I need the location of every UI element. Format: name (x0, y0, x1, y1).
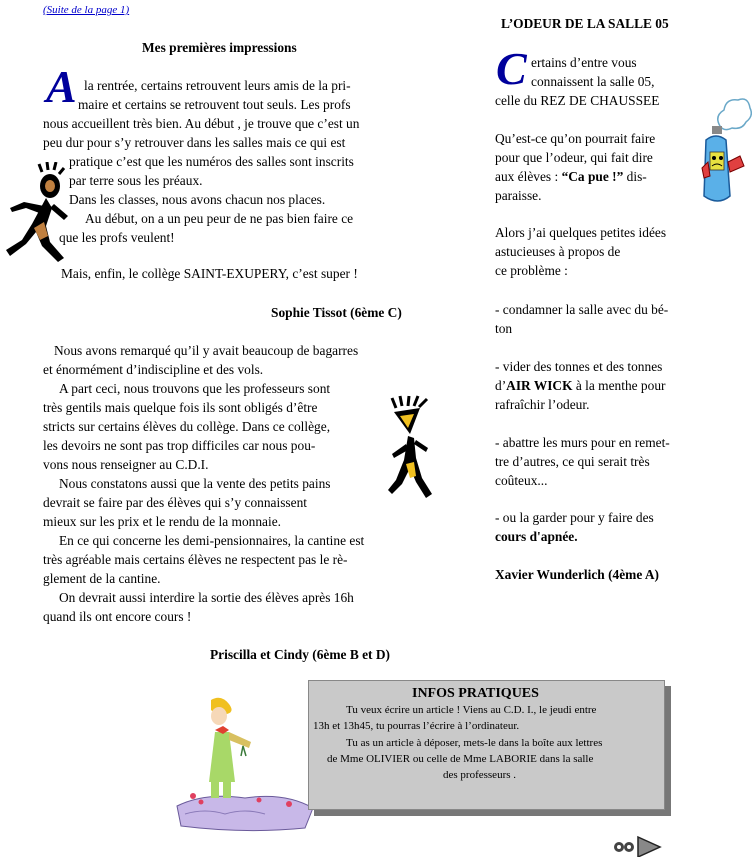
text-line: A part ceci, nous trouvons que les professeurs sont (59, 381, 331, 396)
text-line: - vider des tonnes et des tonnes (495, 359, 663, 374)
text-line: Nous avons remarqué qu’il y avait beaucoup de bagarres (54, 343, 359, 358)
text-line: Qu’est-ce qu’on pourrait faire (495, 131, 656, 146)
text-line: cours d'apnée. (495, 529, 578, 544)
drop-cap: C (496, 43, 527, 94)
text-line: très agréable mais certains élèves ne respectent pas le rè- (43, 552, 348, 567)
text-line: ton (495, 321, 513, 336)
text-line: que les profs veulent! (59, 230, 175, 245)
drop-cap: A (46, 61, 77, 112)
text-line: ertains d’entre vous (531, 55, 637, 70)
text-line: vons nous renseigner au C.D.I. (43, 457, 209, 472)
text-line: astucieuses à propos de (495, 244, 621, 259)
text-line: celle du REZ DE CHAUSSEE (495, 93, 660, 108)
text-line: - condamner la salle avec du bé- (495, 302, 669, 317)
text-line: nous accueillent très bien. Au début , je trouve que c’est un (43, 116, 360, 131)
text-line: pratique c’est que les numéros des salles sont inscrits (69, 154, 354, 169)
spray-can-icon (700, 96, 752, 212)
next-page-arrow-icon[interactable] (612, 835, 662, 857)
text-line: Dans les classes, nous avons chacun nos places. (69, 192, 326, 207)
text-line: mieux sur les prix et le rendu de la monnaie. (43, 514, 281, 529)
text-line: glement de la cantine. (43, 571, 161, 586)
text-line: rafraîchir l’odeur. (495, 397, 590, 412)
text-line: pour que l’odeur, qui fait dire (495, 150, 653, 165)
author-signature: Priscilla et Cindy (6ème B et D) (210, 647, 390, 662)
box-line: Tu veux écrire un article ! Viens au C.D. I., le jeudi entre (346, 704, 597, 716)
text-line: et énormément d’indiscipline et des vols. (43, 362, 264, 377)
continued-link[interactable]: (Suite de la page 1) (43, 4, 130, 16)
text-line: Alors j’ai quelques petites idées (495, 225, 667, 240)
text-line: très gentils mais quelque fois ils sont obligés d’être (43, 400, 318, 415)
text-line: quand ils ont encore cours ! (43, 609, 192, 624)
text-line: d’AIR WICK à la menthe pour (495, 378, 666, 393)
box-line: 13h et 13h45, tu pourras l’écrire à l’ordinateur. (313, 720, 520, 732)
text-line: connaissent la salle 05, (531, 74, 655, 89)
text-line: - ou la garder pour y faire des (495, 510, 654, 525)
box-line: de Mme OLIVIER ou celle de Mme LABORIE dans la salle (327, 753, 594, 765)
text-line: Au début, on a un peu peur de ne pas bien faire ce (85, 211, 354, 226)
text-line: paraisse. (495, 188, 542, 203)
running-man-icon (2, 162, 70, 267)
text-line: stricts sur certains élèves du collège. Dans ce collège, (43, 419, 331, 434)
box-line: des professeurs . (443, 769, 517, 781)
text-line: coûteux... (495, 473, 548, 488)
little-prince-icon (175, 696, 315, 834)
author-signature: Sophie Tissot (6ème C) (271, 305, 402, 320)
text-line: Mais, enfin, le collège SAINT-EXUPERY, c’est super ! (61, 266, 358, 281)
text-line: ce problème : (495, 263, 568, 278)
infos-pratiques-box (308, 680, 665, 810)
author-signature: Xavier Wunderlich (4ème A) (495, 567, 660, 582)
text-line: devrait se faire par des élèves qui s’y connaissent (43, 495, 307, 510)
box-line: Tu as un article à déposer, mets-le dans la boîte aux lettres (346, 737, 603, 749)
text-line: En ce qui concerne les demi-pensionnaires, la cantine est (59, 533, 365, 548)
text-line: par terre sous les préaux. (69, 173, 203, 188)
text-line: tre d’autres, ce qui serait très (495, 454, 650, 469)
text-line: la rentrée, certains retrouvent leurs amis de la pri- (84, 78, 351, 93)
box-title: INFOS PRATIQUES (412, 686, 539, 701)
text-line: maire et certains se retrouvent tout seuls. Les profs (78, 97, 351, 112)
text-line: - abattre les murs pour en remet- (495, 435, 670, 450)
text-line: On devrait aussi interdire la sortie des élèves après 16h (59, 590, 354, 605)
running-man-icon (386, 394, 434, 502)
text-line: peu dur pour s’y retrouver dans les salles mais ce qui est (43, 135, 346, 150)
article-title: Mes premières impressions (142, 40, 297, 55)
article-title: L’ODEUR DE LA SALLE 05 (501, 16, 669, 31)
text-line: Nous constatons aussi que la vente des petits pains (59, 476, 331, 491)
text-line: les devoirs ne sont pas trop difficiles car nous pou- (43, 438, 316, 453)
text-line: aux élèves : “Ca pue !” dis- (495, 169, 647, 184)
